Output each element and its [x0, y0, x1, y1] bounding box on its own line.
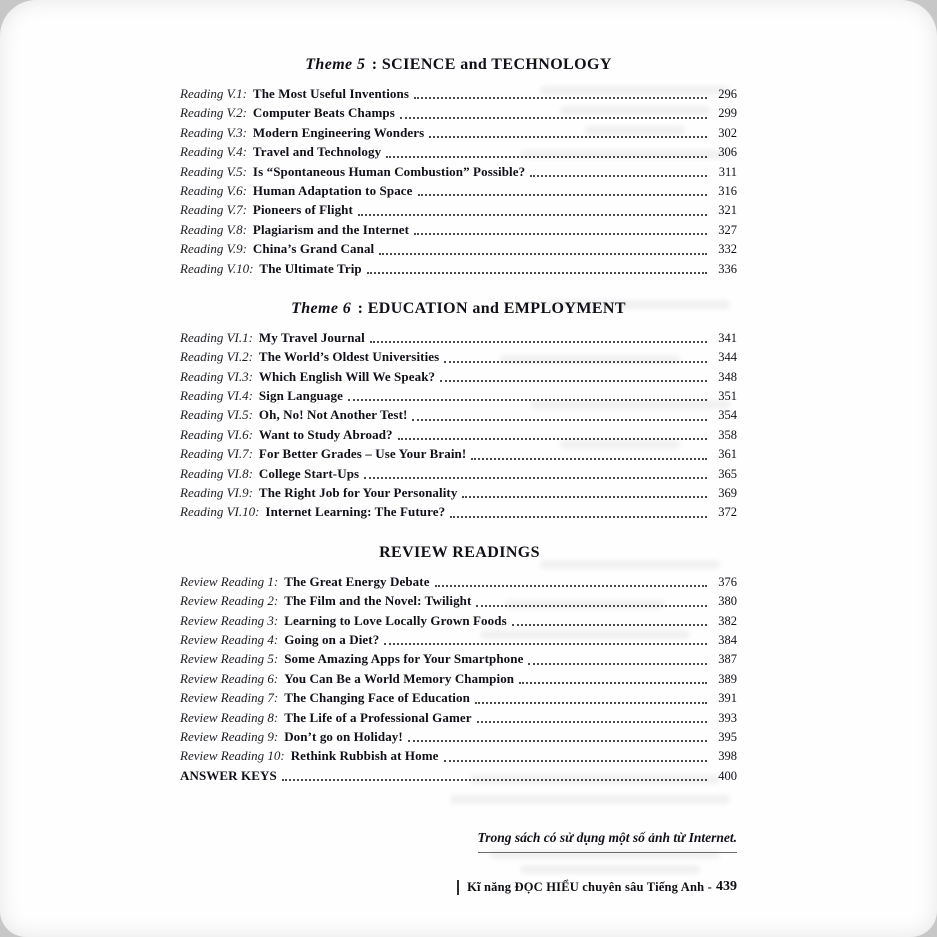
toc-entry-reading-label: Review Reading 4: — [180, 631, 279, 647]
toc-entry-page-number: 372 — [718, 505, 737, 520]
toc-entry[interactable] — [180, 591, 737, 610]
toc-entry-title: College Start-Ups — [258, 465, 360, 481]
toc-entry-title: Some Amazing Apps for Your Smartphone — [284, 651, 524, 667]
dot-leader — [435, 585, 707, 587]
toc-section — [180, 300, 737, 522]
internet-note: Trong sách có sử dụng một số ảnh từ Internet. — [478, 830, 737, 853]
toc-entry[interactable] — [180, 649, 737, 668]
toc-entry-title: Human Adaptation to Space — [252, 182, 413, 198]
toc-entry-page-number: 296 — [718, 87, 737, 101]
dot-leader — [444, 760, 707, 762]
toc-entry-page-number: 382 — [718, 613, 737, 628]
dot-leader — [414, 233, 707, 235]
toc-entry-page-number: 306 — [718, 145, 737, 160]
toc-entry-title: The Life of a Professional Gamer — [284, 709, 472, 725]
toc-entry-title: The World’s Oldest Universities — [258, 349, 440, 365]
toc-entry-title: Learning to Love Locally Grown Foods — [284, 612, 507, 628]
toc-entry-page-number: 393 — [718, 710, 737, 725]
footer-divider-bar — [457, 880, 459, 895]
section-rows — [180, 84, 737, 278]
dot-leader — [462, 496, 707, 498]
toc-entry-title: China’s Grand Canal — [252, 241, 375, 257]
toc-entry-reading-label: Reading V.7: — [180, 202, 247, 218]
toc-entry-page-number: 332 — [718, 242, 737, 257]
toc-entry-title: The Ultimate Trip — [259, 260, 362, 276]
internet-note-row — [180, 829, 737, 853]
toc-entry[interactable] — [180, 405, 737, 424]
dot-leader — [400, 117, 707, 119]
toc-entry-title: You Can Be a World Memory Champion — [284, 670, 515, 686]
dot-leader — [477, 721, 707, 723]
toc-entry-page-number: 336 — [718, 261, 737, 276]
toc-entry[interactable] — [180, 386, 737, 405]
toc-entry-title: Don’t go on Holiday! — [284, 728, 403, 744]
footer-page-number: 439 — [716, 879, 737, 894]
dot-leader — [398, 438, 707, 440]
section-heading-title: REVIEW READINGS — [379, 543, 540, 561]
dot-leader — [282, 779, 707, 781]
section-heading-title: : EDUCATION and EMPLOYMENT — [353, 299, 626, 317]
toc-entry-page-number: 384 — [718, 632, 737, 647]
section-heading — [180, 544, 737, 562]
toc-entry-title: Pioneers of Flight — [252, 202, 353, 218]
toc-section — [180, 544, 737, 785]
toc-entry-reading-label: Reading V.8: — [180, 221, 247, 237]
toc-entry-reading-label: Review Reading 6: — [180, 670, 279, 686]
dot-leader — [358, 214, 707, 216]
toc-entry-page-number: 391 — [718, 691, 737, 706]
dot-leader — [384, 643, 707, 645]
section-heading-theme-label: Theme 5 — [305, 56, 366, 73]
dot-leader — [450, 516, 707, 518]
toc-entry-page-number: 311 — [718, 164, 737, 179]
toc-entry[interactable] — [180, 669, 737, 688]
toc-entry[interactable] — [180, 483, 737, 502]
toc-entry-reading-label: Reading VI.5: — [180, 407, 253, 423]
toc-entry-reading-label: Review Reading 5: — [180, 651, 279, 667]
toc-entry-reading-label: Reading VI.1: — [180, 329, 253, 345]
dot-leader — [386, 156, 707, 158]
toc-entry-title: The Film and the Novel: Twilight — [284, 593, 472, 609]
toc-entry-page-number: 327 — [718, 222, 737, 237]
toc-section — [180, 56, 737, 278]
dot-leader — [476, 605, 707, 607]
toc-entry-title: Rethink Rubbish at Home — [290, 748, 439, 764]
toc-entry-page-number: 365 — [718, 466, 737, 481]
toc-entry-page-number: 400 — [718, 768, 737, 783]
dot-leader — [444, 361, 707, 363]
toc-entry-title: For Better Grades – Use Your Brain! — [258, 446, 467, 462]
toc-entry-reading-label: Reading VI.7: — [180, 446, 253, 462]
section-heading — [180, 56, 737, 74]
toc-entry[interactable] — [180, 347, 737, 366]
section-heading-title: : SCIENCE and TECHNOLOGY — [367, 56, 612, 73]
toc-entry[interactable] — [180, 259, 737, 278]
dot-leader — [475, 702, 707, 704]
dot-leader — [519, 682, 707, 684]
toc-entry[interactable] — [180, 766, 737, 785]
toc-entry-reading-label: Review Reading 2: — [180, 593, 279, 609]
toc-entry-reading-label: Reading VI.8: — [180, 465, 253, 481]
dot-leader — [370, 341, 707, 343]
toc-entry-title: Plagiarism and the Internet — [252, 221, 410, 237]
toc-entry-reading-label: Reading V.10: — [180, 260, 254, 276]
toc-entry-page-number: 341 — [718, 330, 737, 345]
toc-entry-page-number: 376 — [718, 574, 737, 589]
section-heading-theme-label: Theme 6 — [291, 299, 352, 317]
toc-entry-title: Is “Spontaneous Human Combustion” Possible? — [252, 163, 526, 179]
toc-entry-title: The Right Job for Your Personality — [258, 485, 458, 501]
toc-entry-title: Sign Language — [258, 388, 343, 404]
dot-leader — [348, 399, 707, 401]
dot-leader — [379, 253, 707, 255]
dot-leader — [364, 477, 707, 479]
toc-entry[interactable] — [180, 502, 737, 521]
toc-entry[interactable] — [180, 572, 737, 591]
toc-entry-page-number: 351 — [718, 389, 737, 404]
toc-entry[interactable] — [180, 200, 737, 219]
toc-entry-reading-label: Review Reading 3: — [180, 612, 279, 628]
toc-entry-title: My Travel Journal — [258, 329, 365, 345]
toc-entry[interactable] — [180, 444, 737, 463]
toc-entry-page-number: 316 — [718, 183, 737, 198]
toc-entry-page-number: 369 — [718, 486, 737, 501]
toc-entry[interactable] — [180, 239, 737, 258]
toc-entry[interactable] — [180, 464, 737, 483]
toc-entry[interactable] — [180, 746, 737, 765]
toc-entry[interactable] — [180, 630, 737, 649]
dot-leader — [512, 624, 707, 626]
toc-entry[interactable] — [180, 162, 737, 181]
dot-leader — [440, 380, 707, 382]
toc-entry[interactable] — [180, 425, 737, 444]
toc-entry[interactable] — [180, 708, 737, 727]
toc-entry-reading-label: Reading V.2: — [180, 105, 247, 121]
toc-entry-title: Modern Engineering Wonders — [252, 124, 425, 140]
toc-entry-page-number: 395 — [718, 729, 737, 744]
toc-entry-reading-label: Reading V.6: — [180, 182, 247, 198]
toc-entry-reading-label: Reading V.4: — [180, 144, 247, 160]
toc-entry-page-number: 398 — [718, 749, 737, 764]
footer-book-title: Kĩ năng ĐỌC HIỂU chuyên sâu Tiếng Anh - — [467, 879, 712, 894]
toc-entry-reading-label: Review Reading 10: — [180, 748, 285, 764]
toc-entry-reading-label: Reading V.5: — [180, 163, 247, 179]
dot-leader — [412, 419, 707, 421]
toc-entry-page-number: 354 — [718, 408, 737, 423]
toc-entry-reading-label: Reading V.3: — [180, 124, 247, 140]
toc-entry-reading-label: Review Reading 1: — [180, 573, 279, 589]
toc-entry-title: Computer Beats Champs — [252, 105, 395, 121]
table-of-contents — [180, 56, 737, 853]
toc-entry[interactable] — [180, 328, 737, 347]
section-rows — [180, 328, 737, 522]
toc-entry-title: Internet Learning: The Future? — [265, 504, 446, 520]
toc-entry-title: The Most Useful Inventions — [252, 86, 410, 101]
toc-entry-title: Oh, No! Not Another Test! — [258, 407, 408, 423]
toc-entry-page-number: 348 — [718, 369, 737, 384]
dot-leader — [528, 663, 707, 665]
toc-entry-page-number: 302 — [718, 125, 737, 140]
toc-entry-reading-label: Reading VI.9: — [180, 485, 253, 501]
toc-entry-reading-label: Reading VI.2: — [180, 349, 253, 365]
toc-entry-title: ANSWER KEYS — [180, 767, 277, 783]
toc-entry[interactable] — [180, 727, 737, 746]
page-footer — [457, 879, 737, 895]
dot-leader — [367, 272, 707, 274]
toc-entry-reading-label: Review Reading 8: — [180, 709, 279, 725]
toc-entry[interactable] — [180, 220, 737, 239]
toc-entry-page-number: 361 — [718, 447, 737, 462]
toc-entry-title: The Changing Face of Education — [284, 690, 470, 706]
toc-entry-reading-label: Reading V.9: — [180, 241, 247, 257]
toc-entry-reading-label: Reading VI.4: — [180, 388, 253, 404]
toc-entry-page-number: 344 — [718, 350, 737, 365]
dot-leader — [418, 194, 707, 196]
toc-entry[interactable] — [180, 103, 737, 122]
toc-entry-reading-label: Reading VI.6: — [180, 426, 253, 442]
toc-entry[interactable] — [180, 142, 737, 161]
dot-leader — [414, 97, 707, 99]
toc-entry-title: Which English Will We Speak? — [258, 368, 436, 384]
toc-entry-reading-label: Review Reading 7: — [180, 690, 279, 706]
toc-entry-title: The Great Energy Debate — [284, 573, 430, 589]
toc-entry-page-number: 299 — [718, 106, 737, 121]
toc-entry[interactable] — [180, 688, 737, 707]
dot-leader — [408, 740, 707, 742]
dot-leader — [471, 458, 707, 460]
section-heading — [180, 300, 737, 318]
toc-entry-title: Going on a Diet? — [284, 631, 380, 647]
toc-entry[interactable] — [180, 367, 737, 386]
toc-entry-title: Travel and Technology — [252, 144, 382, 160]
toc-entry-page-number: 380 — [718, 594, 737, 609]
dot-leader — [429, 136, 707, 138]
toc-entry-reading-label: Reading V.1: — [180, 86, 247, 101]
toc-entry[interactable] — [180, 611, 737, 630]
toc-entry-page-number: 389 — [718, 671, 737, 686]
toc-entry[interactable] — [180, 84, 737, 103]
toc-entry-reading-label: Review Reading 9: — [180, 728, 279, 744]
section-rows — [180, 572, 737, 785]
toc-entry[interactable] — [180, 123, 737, 142]
toc-entry[interactable] — [180, 181, 737, 200]
toc-entry-title: Want to Study Abroad? — [258, 426, 393, 442]
dot-leader — [530, 175, 707, 177]
toc-sections — [180, 56, 737, 785]
toc-entry-reading-label: Reading VI.10: — [180, 504, 260, 520]
toc-entry-page-number: 387 — [718, 652, 737, 667]
toc-entry-reading-label: Reading VI.3: — [180, 368, 253, 384]
bleed-through — [520, 865, 700, 874]
toc-entry-page-number: 321 — [718, 203, 737, 218]
toc-entry-page-number: 358 — [718, 427, 737, 442]
